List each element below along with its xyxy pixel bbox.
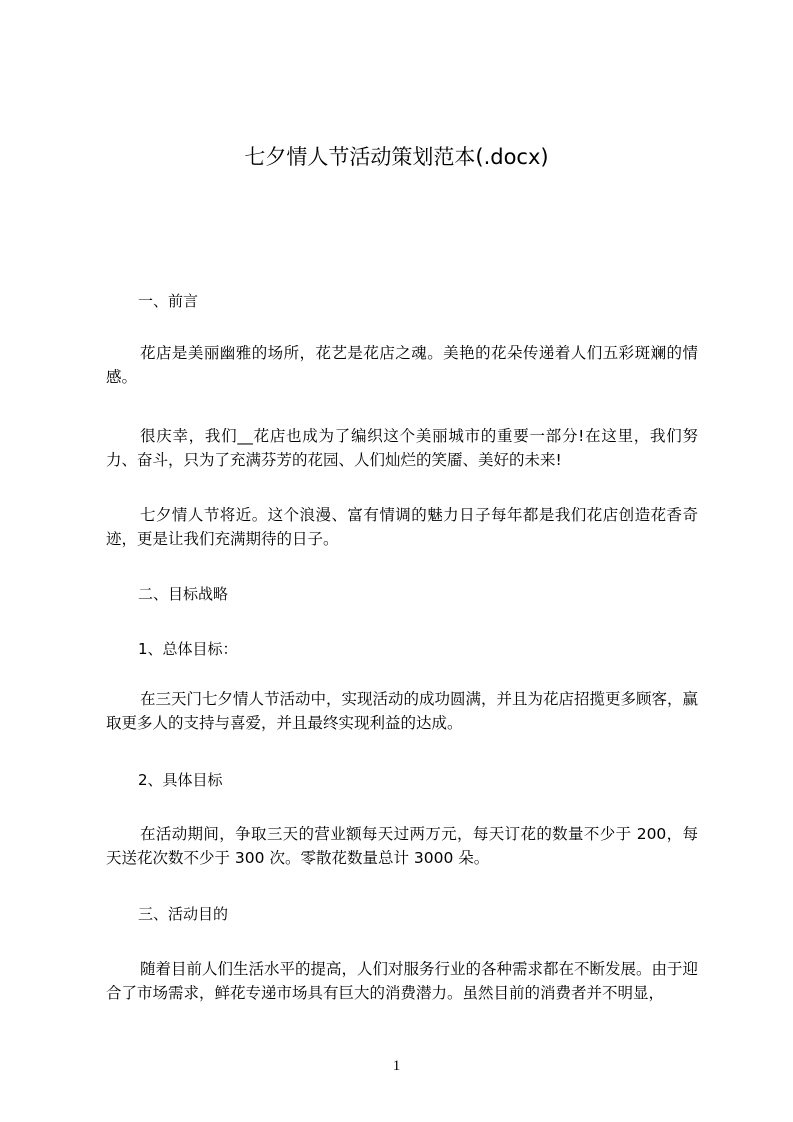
- paragraph-specific-goal: 在活动期间，争取三天的营业额每天过两万元，每天订花的数量不少于 200，每天送花次数不少于 300 次。零散花数量总计 3000 朵。: [106, 825, 698, 867]
- section-heading-purpose: 三、活动目的: [138, 905, 229, 923]
- document-title: 七夕情人节活动策划范本(.docx): [244, 145, 549, 169]
- paragraph-qixi-approaching: 七夕情人节将近。这个浪漫、富有情调的魅力日子每年都是我们花店创造花香奇迹，更是让我们充满期待的日子。: [106, 506, 698, 548]
- section-heading-strategy: 二、目标战略: [138, 585, 229, 603]
- page-number: 1: [392, 1058, 401, 1074]
- paragraph-fortunate: 很庆幸，我们__花店也成为了编织这个美丽城市的重要一部分!在这里，我们努力、奋斗，只为了充满芬芳的花园、人们灿烂的笑靥、美好的未来!: [106, 427, 698, 469]
- paragraph-purpose: 随着目前人们生活水平的提高，人们对服务行业的各种需求都在不断发展。由于迎合了市场需求，鲜花专递市场具有巨大的消费潜力。虽然目前的消费者并不明显，: [106, 960, 699, 1002]
- paragraph-overall-goal: 在三天门七夕情人节活动中，实现活动的成功圆满，并且为花店招揽更多顾客，赢取更多人的支持与喜爱，并且最终实现利益的达成。: [106, 690, 699, 732]
- paragraph-intro: 花店是美丽幽雅的场所，花艺是花店之魂。美艳的花朵传递着人们五彩斑斓的情感。: [106, 344, 698, 386]
- section-heading-preface: 一、前言: [138, 292, 199, 310]
- subheading-specific-goal: 2、具体目标: [138, 771, 223, 789]
- subheading-overall-goal: 1、总体目标：: [138, 640, 238, 658]
